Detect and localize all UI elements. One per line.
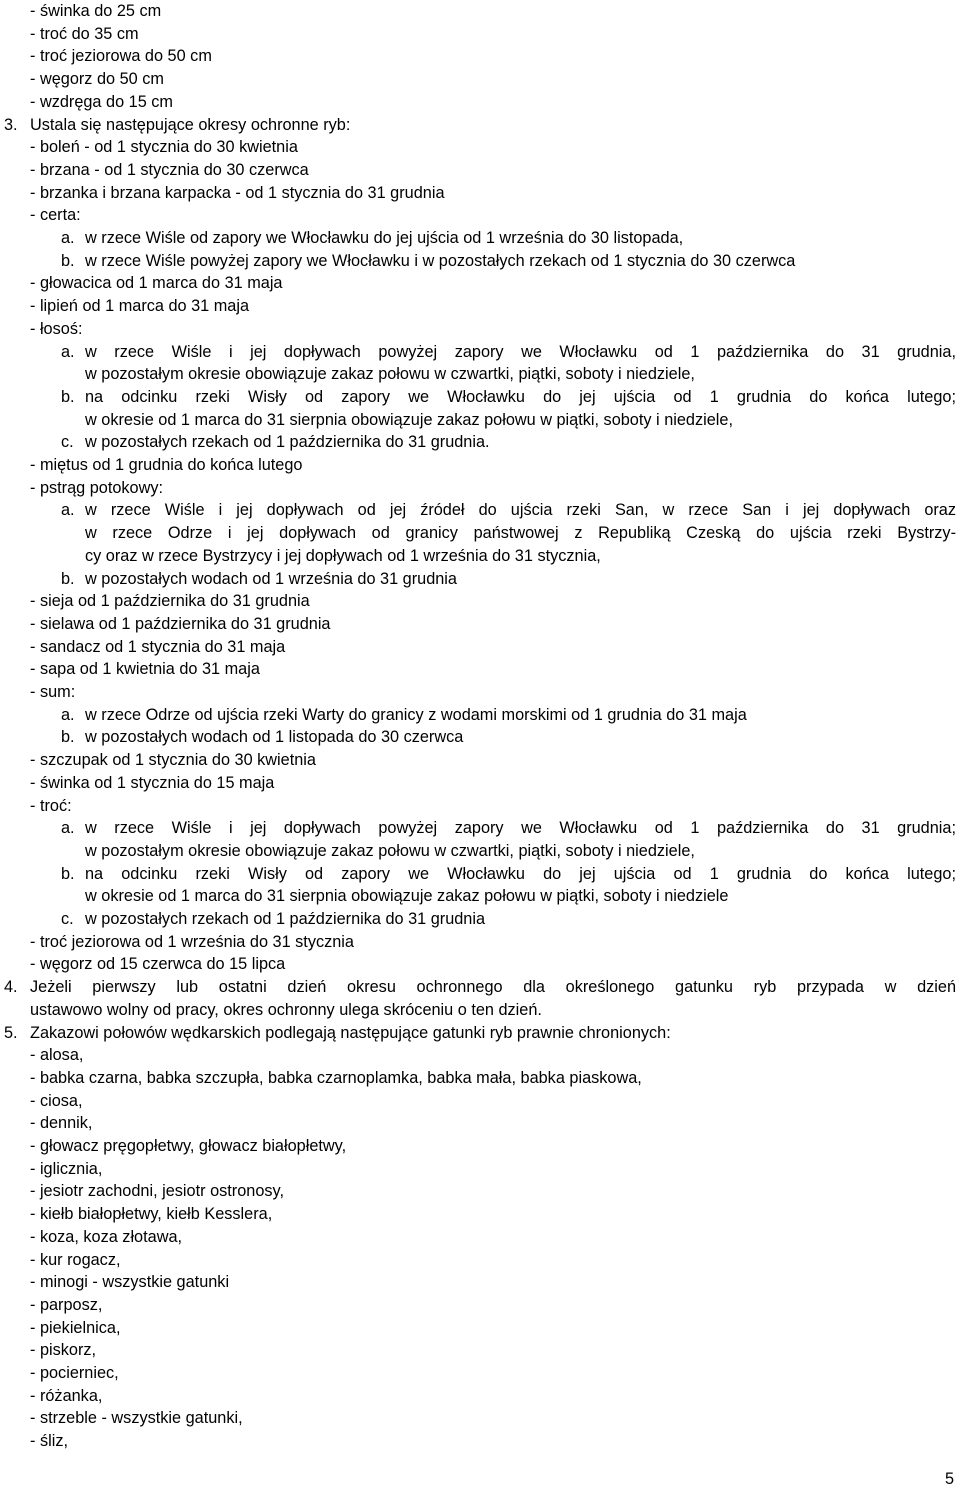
text-line — [30, 1407, 243, 1429]
list-marker: 5. — [4, 1023, 18, 1042]
list-marker: a. — [61, 705, 75, 724]
line-text: - strzeble - wszystkie gatunki, — [30, 1409, 243, 1428]
text-line — [30, 1294, 102, 1316]
line-text: - szczupak od 1 stycznia do 30 kwietnia — [30, 751, 316, 770]
line-text: - węgorz od 15 czerwca do 15 lipca — [30, 955, 286, 974]
line-text: - brzanka i brzana karpacka - od 1 stycznia do 31 grudnia — [30, 183, 445, 202]
text-line — [30, 1090, 82, 1112]
text-line — [30, 795, 72, 817]
line-text: - troć jeziorowa do 50 cm — [30, 47, 212, 66]
text-line — [30, 1339, 96, 1361]
line-text: - sielawa od 1 października do 31 grudnia — [30, 614, 331, 633]
list-marker: a. — [61, 229, 75, 247]
line-text: - boleń - od 1 stycznia do 30 kwietnia — [30, 138, 298, 157]
line-text: w rzece Odrze od ujścia rzeki Warty do granicy z wodami morskimi od 1 grudnia do 31 maja — [85, 705, 747, 724]
text-line — [30, 1362, 119, 1384]
line-text: w pozostałym okresie obowiązuje zakaz połowu w czwartki, piątki, soboty i niedziele, — [85, 841, 695, 860]
text-line — [30, 613, 331, 635]
line-text: - wzdręga do 15 cm — [30, 92, 173, 111]
text-line — [30, 1249, 120, 1271]
line-text: na odcinku rzeki Wisły od zapory we Włocławku do jej ujścia od 1 grudnia do końca lutego; — [85, 387, 956, 406]
text-line — [30, 1112, 92, 1134]
line-text: - kiełb białopłetwy, kiełb Kesslera, — [30, 1205, 273, 1224]
line-text: - lipień od 1 marca do 31 maja — [30, 297, 250, 316]
list-item-marked — [4, 976, 956, 998]
line-text: - sandacz od 1 stycznia do 31 maja — [30, 637, 286, 656]
line-text: - koza, koza złotawa, — [30, 1227, 183, 1246]
text-line — [30, 272, 283, 294]
text-line — [30, 681, 75, 703]
line-text: - węgorz do 50 cm — [30, 70, 164, 89]
text-line — [30, 636, 285, 658]
line-text: w rzece Wiśle powyżej zapory we Włocławku i w pozostałych rzekach od 1 stycznia do 30 czerwca — [85, 251, 796, 270]
list-item-marked — [61, 341, 956, 363]
line-text: w okresie od 1 marca do 31 sierpnia obowiązuje zakaz połowu w piątki, soboty i niedziele, — [85, 410, 733, 429]
line-text: - świnka do 25 cm — [30, 2, 162, 20]
text-line — [85, 885, 728, 907]
list-item-marked — [4, 114, 351, 136]
list-marker: b. — [61, 251, 75, 270]
line-text: - różanka, — [30, 1386, 103, 1405]
text-line — [30, 68, 164, 90]
line-text: - parposz, — [30, 1295, 103, 1314]
line-text: ustawowo wolny od pracy, okres ochronny ulega skróceniu o ten dzień. — [30, 1000, 542, 1019]
line-text: - głowacz pręgopłetwy, głowacz białopłetwy, — [30, 1137, 347, 1155]
line-text: w rzece Wiśle i jej dopływach od jej źródeł do ujścia rzeki San, w rzece San i jej dopływach oraz — [85, 501, 956, 520]
line-text: - pstrąg potokowy: — [30, 478, 164, 497]
line-text: - dennik, — [30, 1114, 93, 1133]
line-text: - kur rogacz, — [30, 1250, 121, 1269]
page-number: 5 — [944, 1470, 954, 1488]
text-line — [30, 1385, 102, 1407]
line-text: w pozostałym okresie obowiązuje zakaz połowu w czwartki, piątki, soboty i niedziele, — [85, 365, 695, 384]
text-line — [30, 749, 316, 771]
line-text: na odcinku rzeki Wisły od zapory we Włocławku do jej ujścia od 1 grudnia do końca lutego; — [85, 864, 956, 883]
list-marker: a. — [61, 501, 75, 520]
text-line — [30, 1203, 272, 1225]
line-text: Ustala się następujące okresy ochronne ryb: — [30, 115, 351, 134]
text-line — [30, 1135, 346, 1157]
text-line — [85, 363, 695, 385]
line-text: w rzece Odrze i jej dopływach od granicy państwowej z Republiką Czeską do ujścia rzeki Bystrzy- — [85, 524, 956, 543]
text-line — [30, 45, 212, 67]
line-text: w pozostałych wodach od 1 listopada do 30 czerwca — [85, 728, 464, 747]
text-line — [30, 204, 81, 226]
list-marker: b. — [61, 864, 75, 883]
text-line — [30, 931, 354, 953]
text-line — [30, 1226, 182, 1248]
text-line — [30, 454, 302, 476]
line-text: w rzece Wiśle i jej dopływach powyżej zapory we Włocławku od 1 października do 31 grudnia, — [85, 342, 956, 361]
text-line — [30, 159, 309, 181]
text-line — [85, 840, 695, 862]
line-text: w rzece Wiśle od zapory we Włocławku do jej ujścia od 1 września do 30 listopada, — [85, 229, 684, 247]
text-line — [30, 0, 161, 22]
line-text: w pozostałych wodach od 1 września do 31 grudnia — [85, 569, 457, 588]
line-text: w okresie od 1 marca do 31 sierpnia obowiązuje zakaz połowu w piątki, soboty i niedziele — [85, 887, 729, 906]
text-line — [30, 136, 298, 158]
line-text: - certa: — [30, 206, 81, 225]
text-line — [85, 409, 733, 431]
text-line — [30, 477, 163, 499]
list-marker: c. — [61, 433, 74, 452]
line-text: - jesiotr zachodni, jesiotr ostronosy, — [30, 1182, 284, 1201]
text-line — [30, 1271, 229, 1293]
text-line — [30, 1430, 68, 1452]
line-text: - sapa od 1 kwietnia do 31 maja — [30, 660, 260, 679]
list-marker: 4. — [4, 978, 18, 997]
line-text: - minogi - wszystkie gatunki — [30, 1273, 230, 1292]
list-item-marked — [61, 386, 956, 408]
list-marker: a. — [61, 342, 75, 361]
text-line — [30, 318, 82, 340]
line-text: - pocierniec, — [30, 1364, 119, 1382]
text-line — [30, 182, 445, 204]
line-text: - świnka od 1 stycznia do 15 maja — [30, 773, 275, 792]
list-marker: c. — [61, 910, 74, 928]
line-text: Zakazowi połowów wędkarskich podlegają następujące gatunki ryb prawnie chronionych: — [30, 1023, 671, 1042]
line-text: w rzece Wiśle i jej dopływach powyżej zapory we Włocławku od 1 października do 31 grudnia; — [85, 819, 956, 838]
list-item-marked — [61, 499, 956, 521]
list-item-marked — [61, 817, 956, 839]
list-item-marked — [61, 726, 464, 748]
list-item-marked — [61, 431, 490, 453]
list-item-marked — [61, 568, 457, 590]
line-text: - alosa, — [30, 1046, 84, 1065]
text-line — [30, 772, 274, 794]
text-line — [30, 590, 310, 612]
line-text: - troć: — [30, 796, 72, 815]
list-item-marked — [61, 227, 684, 249]
list-item-marked — [61, 908, 486, 930]
list-marker: a. — [61, 819, 75, 838]
list-marker: b. — [61, 728, 75, 747]
line-text: - sieja od 1 października do 31 grudnia — [30, 592, 310, 611]
text-line — [30, 295, 249, 317]
list-item-marked — [61, 704, 747, 726]
line-text: w pozostałych rzekach od 1 października do 31 grudnia. — [85, 433, 490, 452]
text-line — [30, 1317, 121, 1339]
line-text: cy oraz w rzece Bystrzycy i jej dopływach od 1 września do 31 stycznia, — [85, 546, 601, 565]
list-item-marked — [61, 863, 956, 885]
list-marker: b. — [61, 569, 75, 588]
text-line — [85, 545, 601, 567]
text-line — [30, 1158, 102, 1180]
text-line — [30, 1067, 642, 1089]
line-text: - piekielnica, — [30, 1318, 121, 1337]
text-line — [30, 658, 260, 680]
list-item-marked — [61, 250, 796, 272]
text-line — [30, 1044, 83, 1066]
line-text: - miętus od 1 grudnia do końca lutego — [30, 456, 303, 474]
line-text: w pozostałych rzekach od 1 października do 31 grudnia — [85, 910, 486, 928]
text-line — [30, 23, 139, 45]
list-marker: b. — [61, 387, 75, 406]
text-line — [30, 953, 285, 975]
line-text: - brzana - od 1 stycznia do 30 czerwca — [30, 160, 309, 179]
list-marker: 3. — [4, 115, 18, 134]
line-text: - babka czarna, babka szczupła, babka czarnoplamka, babka mała, babka piaskowa, — [30, 1068, 642, 1087]
line-text: - troć jeziorowa od 1 września do 31 stycznia — [30, 932, 354, 951]
line-text: - piskorz, — [30, 1341, 97, 1360]
text-line — [85, 522, 956, 544]
list-item-marked — [4, 1022, 671, 1044]
line-text: Jeżeli pierwszy lub ostatni dzień okresu ochronnego dla określonego gatunku ryb przypada w dzień — [30, 978, 956, 997]
line-text: - sum: — [30, 683, 76, 701]
line-text: - ciosa, — [30, 1091, 83, 1110]
line-text: - łosoś: — [30, 319, 83, 338]
line-text: - głowacica od 1 marca do 31 maja — [30, 274, 283, 293]
line-text: - śliz, — [30, 1432, 68, 1451]
line-text: - troć do 35 cm — [30, 24, 139, 43]
line-text: - iglicznia, — [30, 1159, 103, 1178]
text-line — [30, 91, 173, 113]
text-line — [30, 999, 542, 1021]
text-line — [30, 1180, 284, 1202]
